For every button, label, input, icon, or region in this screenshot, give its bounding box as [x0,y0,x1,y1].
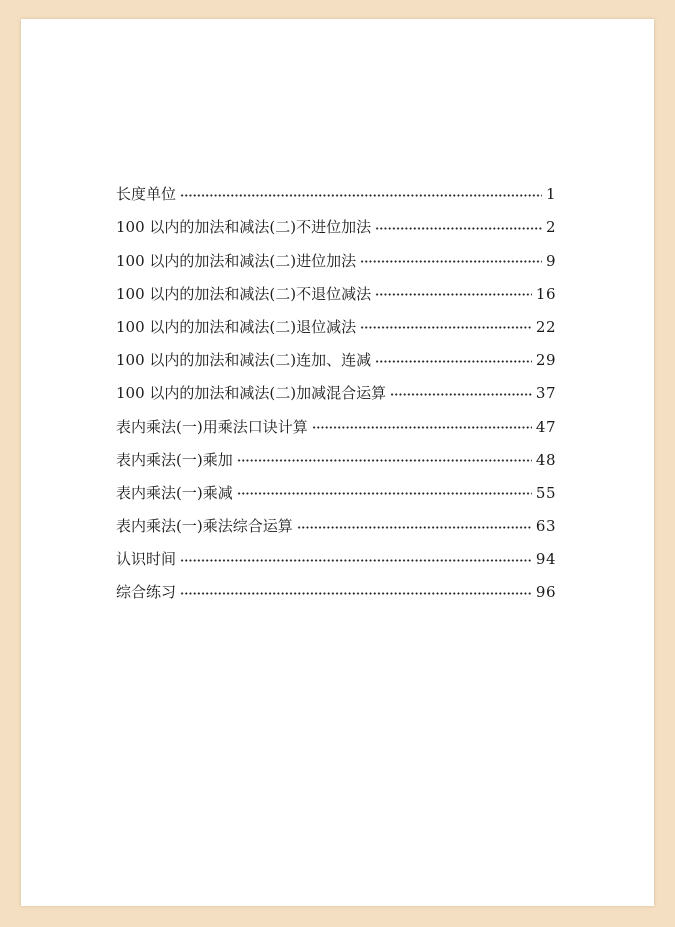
toc-entry-title: 表内乘法(一)用乘法口诀计算 [116,417,308,436]
toc-entry[interactable] [116,274,556,307]
toc-entry[interactable] [116,539,556,572]
toc-entry-title: 表内乘法(一)乘法综合运算 [116,517,293,536]
dot-leader [237,456,532,466]
toc-entry-title: 100 以内的加法和减法(二)进位加法 [116,251,357,270]
toc-entry-page: 16 [535,284,556,303]
toc-entry-page: 94 [535,550,556,569]
toc-entry[interactable] [116,406,556,439]
toc-entry[interactable] [116,207,556,240]
toc-entry-title: 表内乘法(一)乘减 [116,483,233,502]
dot-leader [180,588,532,598]
toc-entry[interactable] [116,473,556,506]
dot-leader [360,257,542,267]
toc-entry-page: 29 [535,351,556,370]
toc-entry-page: 22 [535,317,556,336]
toc-entry-title: 100 以内的加法和减法(二)加减混合运算 [116,384,387,403]
dot-leader [180,555,532,565]
toc-entry-page: 63 [535,517,556,536]
toc-entry[interactable] [116,506,556,539]
dot-leader [312,423,532,433]
toc-entry-page: 55 [535,483,556,502]
toc-entry-title: 长度单位 [116,185,177,204]
toc-entry-title: 100 以内的加法和减法(二)不退位减法 [116,284,372,303]
toc-entry-title: 表内乘法(一)乘加 [116,450,233,469]
toc-entry-title: 综合练习 [116,583,177,602]
toc-entry[interactable] [116,174,556,207]
toc-entry[interactable] [116,373,556,406]
toc-entry-title: 100 以内的加法和减法(二)不进位加法 [116,218,372,237]
toc-entry[interactable] [116,340,556,373]
dot-leader [375,223,542,233]
toc-entry-page: 96 [535,583,556,602]
dot-leader [375,356,532,366]
document-page [21,19,654,906]
toc-entry[interactable] [116,307,556,340]
toc-entry[interactable] [116,572,556,605]
toc-entry-title: 认识时间 [116,550,177,569]
dot-leader [237,489,532,499]
toc-entry-page: 1 [545,185,556,204]
dot-leader [360,323,532,333]
toc-entry-page: 48 [535,450,556,469]
toc-entry[interactable] [116,440,556,473]
table-of-contents [116,174,556,605]
toc-entry-title: 100 以内的加法和减法(二)连加、连减 [116,351,372,370]
dot-leader [390,389,532,399]
dot-leader [297,522,532,532]
toc-entry-page: 2 [545,218,556,237]
dot-leader [375,290,532,300]
toc-entry[interactable] [116,240,556,273]
toc-entry-page: 37 [535,384,556,403]
toc-entry-page: 9 [545,251,556,270]
dot-leader [180,190,542,200]
toc-entry-title: 100 以内的加法和减法(二)退位减法 [116,317,357,336]
toc-entry-page: 47 [535,417,556,436]
